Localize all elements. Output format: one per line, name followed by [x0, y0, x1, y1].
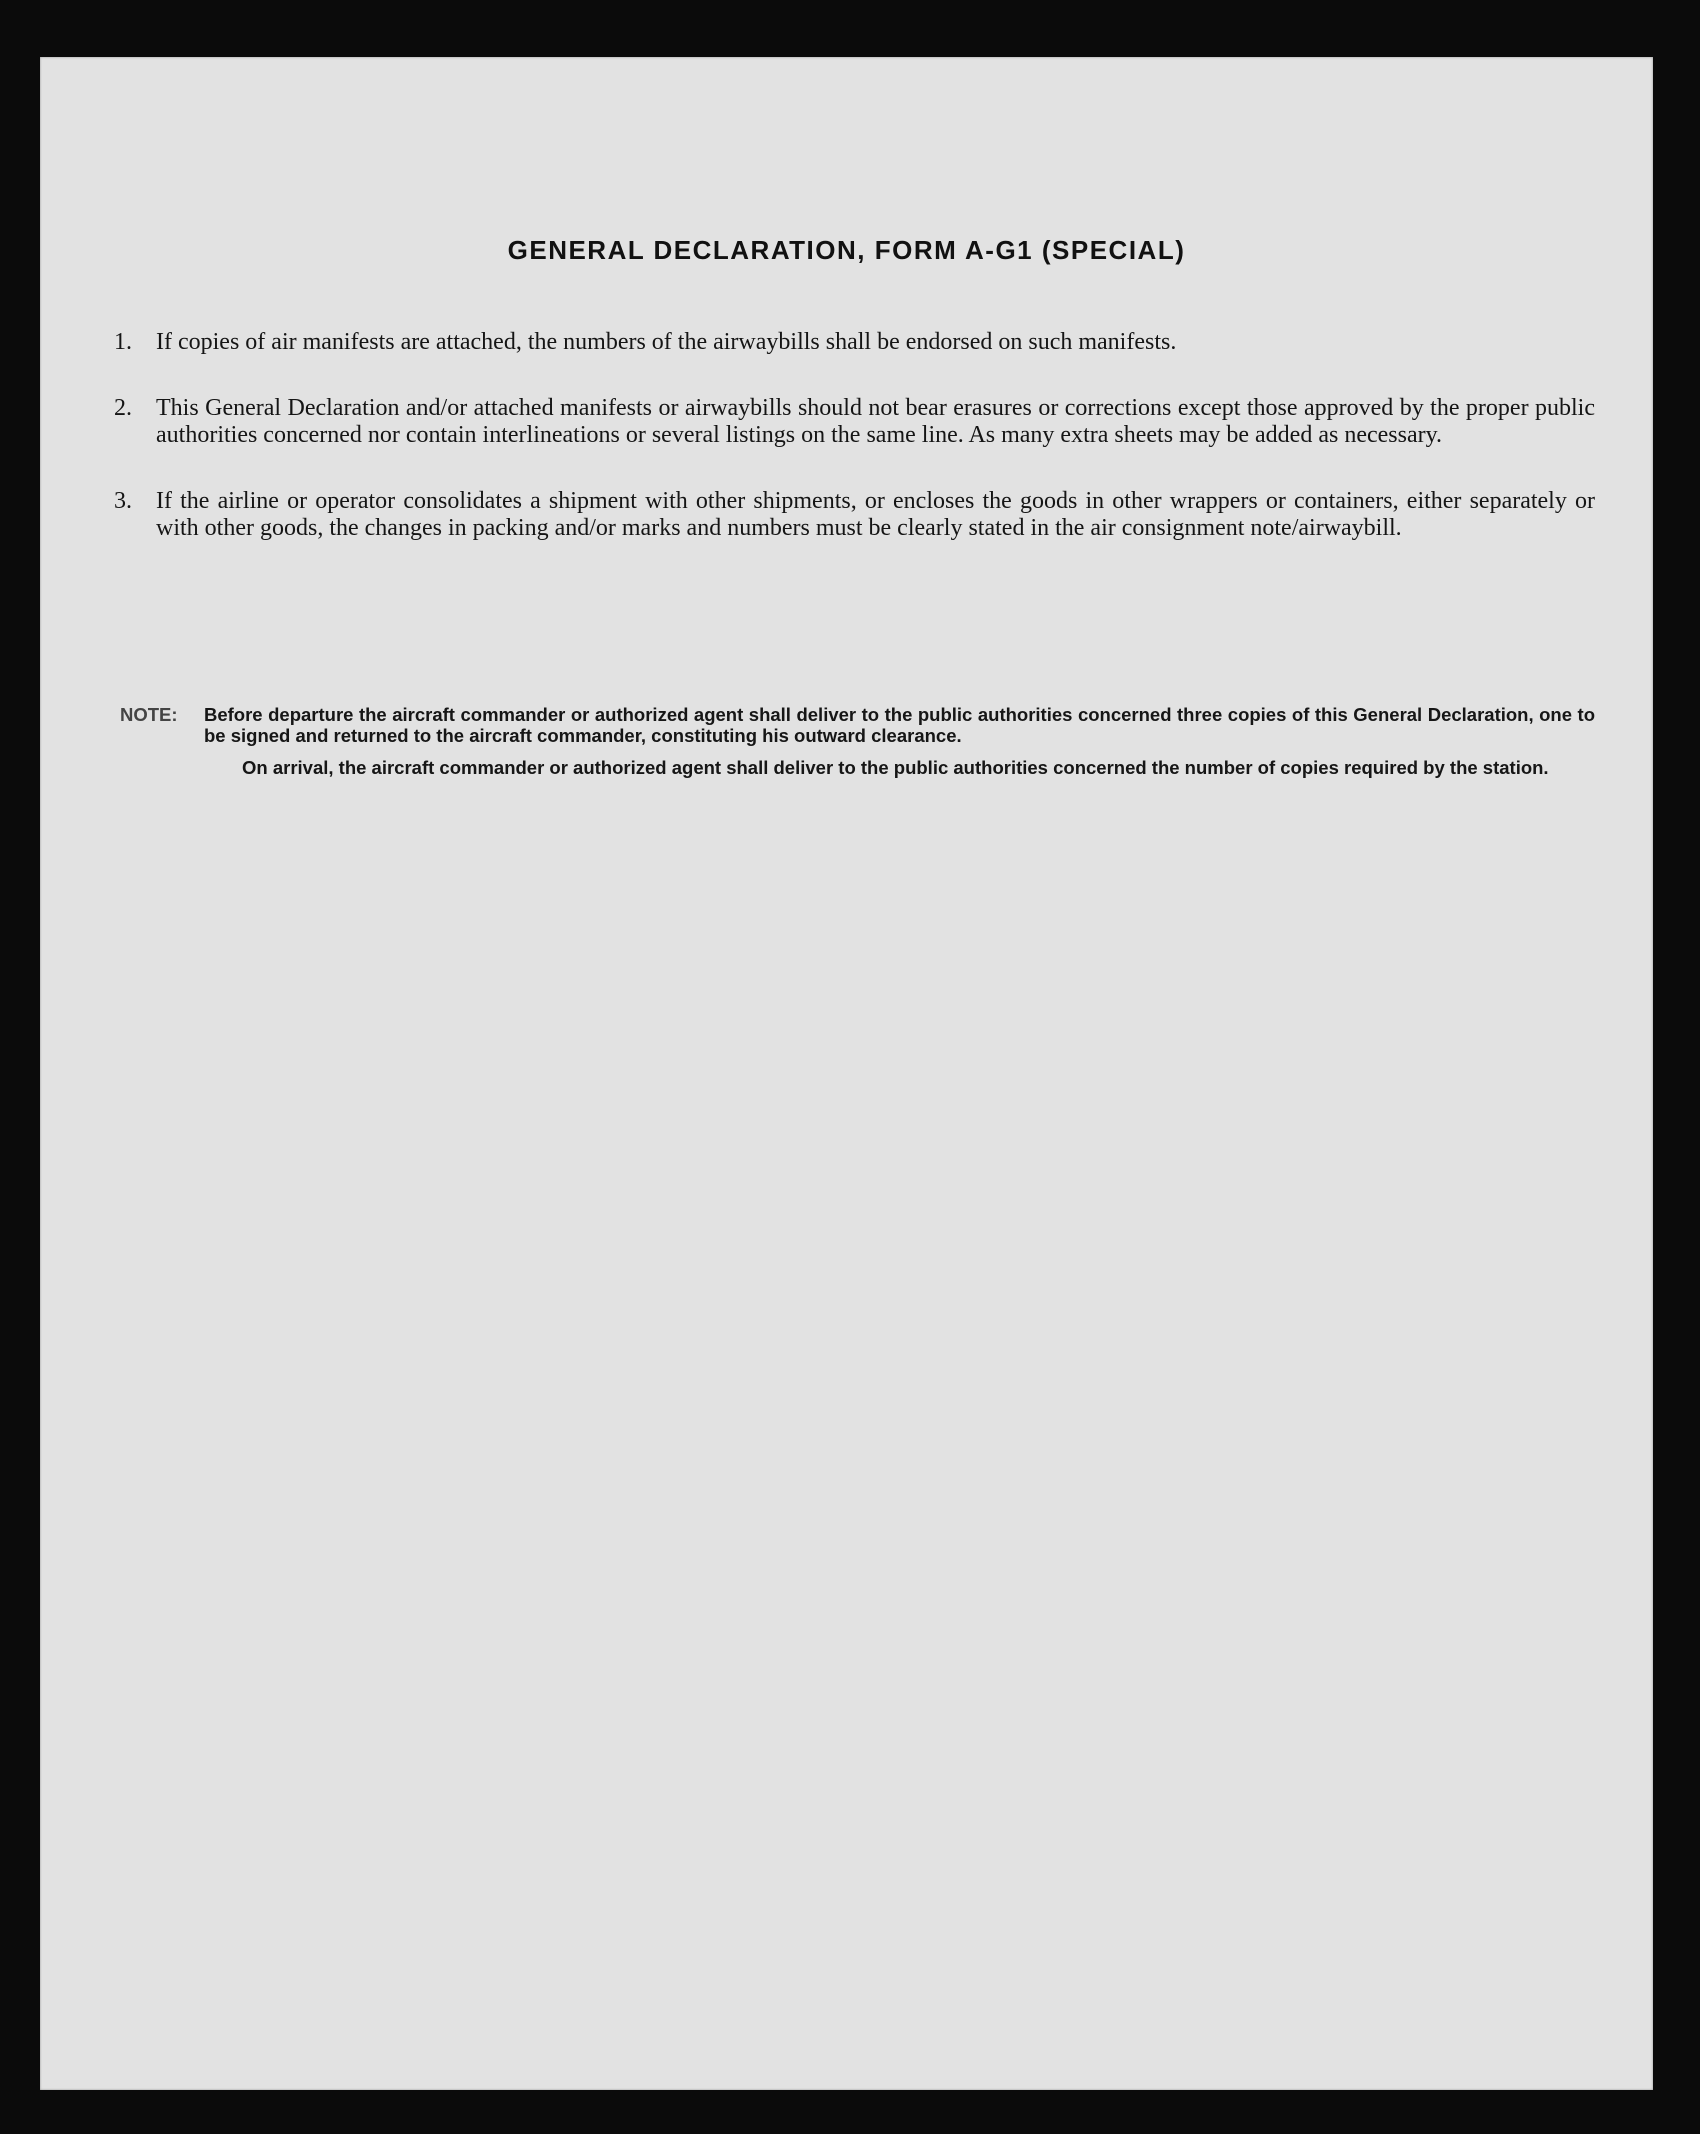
instruction-text: If copies of air manifests are attached, the numbers of the airwaybills shall be endorsed on such manifests.	[156, 329, 1177, 355]
document-page	[40, 57, 1653, 2090]
instruction-text: If the airline or operator consolidates a shipment with other shipments, or encloses the goods in other wrappers or containers, either separately or with other goods, the changes in packing and/or marks and numbers must be clearly stated in the air consignment note/airwaybill.	[156, 488, 1595, 541]
instruction-number: 1.	[114, 329, 132, 355]
note-paragraph-arrival: On arrival, the aircraft commander or authorized agent shall deliver to the public authorities concerned the number of copies required by the station.	[242, 757, 1549, 778]
instruction-item	[114, 395, 1595, 449]
note-row	[120, 704, 1595, 746]
instruction-list	[114, 329, 1595, 581]
document-title: GENERAL DECLARATION, FORM A-G1 (SPECIAL)	[507, 235, 1186, 265]
instruction-item	[114, 488, 1595, 542]
instruction-text: This General Declaration and/or attached manifests or airwaybills should not bear erasures or corrections except those approved by the proper public authorities concerned nor contain interlineations or several listings on the same line. As many extra sheets may be added as necessary.	[156, 395, 1595, 448]
instruction-number: 3.	[114, 488, 132, 514]
note-paragraph-departure: Before departure the aircraft commander or authorized agent shall deliver to the public authorities concerned three copies of this General Declaration, one to be signed and returned to the aircraft commander, constituting his outward clearance.	[204, 704, 1595, 746]
note-label: NOTE:	[120, 704, 178, 725]
note-section	[120, 704, 1595, 778]
instruction-number: 2.	[114, 395, 132, 421]
instruction-item	[114, 329, 1595, 356]
